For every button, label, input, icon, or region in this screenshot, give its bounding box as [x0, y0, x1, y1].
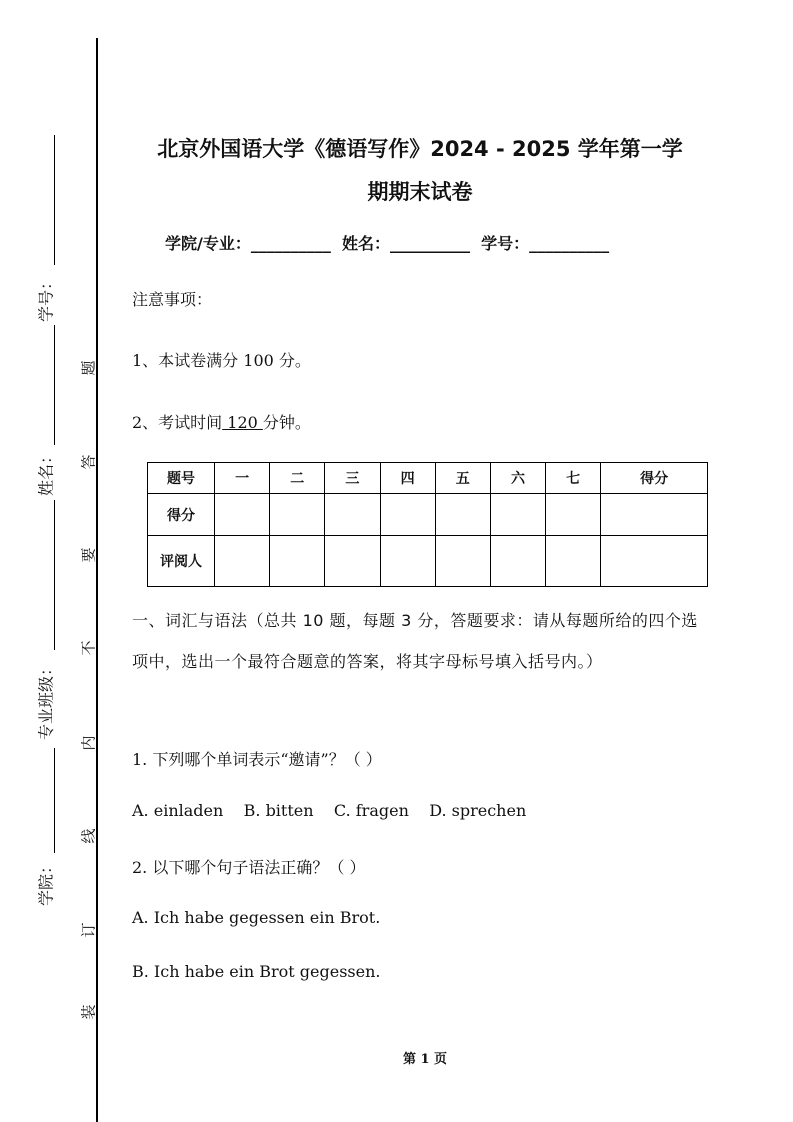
seal-char: 订	[79, 922, 98, 938]
binding-line	[96, 38, 98, 1122]
notice-item: 1、本试卷满分 100 分。	[132, 351, 311, 370]
table-header: 六	[490, 463, 545, 494]
seal-char: 装	[79, 1004, 98, 1020]
row-label: 得分	[148, 494, 215, 536]
grader-cell[interactable]	[215, 536, 270, 587]
grader-cell[interactable]	[490, 536, 545, 587]
table-header: 题号	[148, 463, 215, 494]
table-header: 二	[270, 463, 325, 494]
score-table	[147, 462, 708, 587]
student-id-label: 学号：	[36, 273, 56, 323]
name-label: 姓名：	[342, 234, 391, 253]
table-header: 四	[380, 463, 435, 494]
grader-cell[interactable]	[270, 536, 325, 587]
question-1-options: A. einladen B. bitten C. fragen D. sprechen	[132, 801, 527, 820]
score-cell[interactable]	[546, 494, 601, 536]
blank-line	[54, 500, 55, 650]
grader-cell[interactable]	[380, 536, 435, 587]
seal-char: 题	[79, 360, 98, 376]
score-cell[interactable]	[380, 494, 435, 536]
blank-line	[54, 135, 55, 265]
notice-item	[132, 410, 311, 433]
exam-duration: 120	[222, 413, 263, 432]
college-field[interactable]: __________	[250, 234, 331, 253]
seal-char: 答	[79, 454, 98, 470]
table-header: 一	[215, 463, 270, 494]
grader-cell[interactable]	[601, 536, 708, 587]
exam-title: 北京外国语大学《德语写作》2024 - 2025 学年第一学	[157, 137, 683, 161]
table-header: 得分	[601, 463, 708, 494]
college-label: 学院/专业：	[165, 234, 251, 253]
major-class-label: 专业班级：	[36, 659, 56, 741]
question-2-option-b: B. Ich habe ein Brot gegessen.	[132, 962, 381, 981]
id-label: 学号：	[481, 234, 530, 253]
table-header: 七	[546, 463, 601, 494]
question-1: 1. 下列哪个单词表示“邀请”？（ ）	[132, 750, 382, 769]
notice-text: 2、考试时间	[132, 413, 223, 432]
table-header: 三	[325, 463, 380, 494]
seal-char: 线	[79, 828, 98, 844]
question-2-option-a: A. Ich habe gegessen ein Brot.	[132, 908, 381, 927]
score-cell[interactable]	[601, 494, 708, 536]
score-cell[interactable]	[435, 494, 490, 536]
grader-cell[interactable]	[546, 536, 601, 587]
grader-cell[interactable]	[325, 536, 380, 587]
college-label: 学院：	[36, 857, 56, 907]
row-label: 评阅人	[148, 536, 215, 587]
notice-text: 分钟。	[262, 413, 311, 432]
exam-title-cont: 期期末试卷	[367, 180, 473, 204]
seal-char: 要	[79, 547, 98, 563]
blank-line	[54, 325, 55, 445]
score-cell[interactable]	[490, 494, 545, 536]
student-info	[165, 231, 609, 254]
grader-cell[interactable]	[435, 536, 490, 587]
score-cell[interactable]	[325, 494, 380, 536]
score-cell[interactable]	[270, 494, 325, 536]
name-field[interactable]: __________	[390, 234, 471, 253]
notice-heading: 注意事项：	[132, 290, 213, 309]
seal-char: 内	[79, 735, 98, 751]
blank-line	[54, 748, 55, 853]
page-number: 第 1 页	[402, 1052, 448, 1067]
table-header: 五	[435, 463, 490, 494]
score-cell[interactable]	[215, 494, 270, 536]
id-field[interactable]: __________	[529, 234, 610, 253]
name-label: 姓名：	[36, 447, 56, 497]
seal-char: 不	[79, 640, 98, 656]
section-heading: 一、词汇与语法（总共 10 题，每题 3 分，答题要求：请从每题所给的四个选项中，选出一个最符合题意的答案，将其字母标号填入括号内。）	[132, 611, 698, 671]
question-2: 2. 以下哪个句子语法正确？（ ）	[132, 858, 366, 877]
